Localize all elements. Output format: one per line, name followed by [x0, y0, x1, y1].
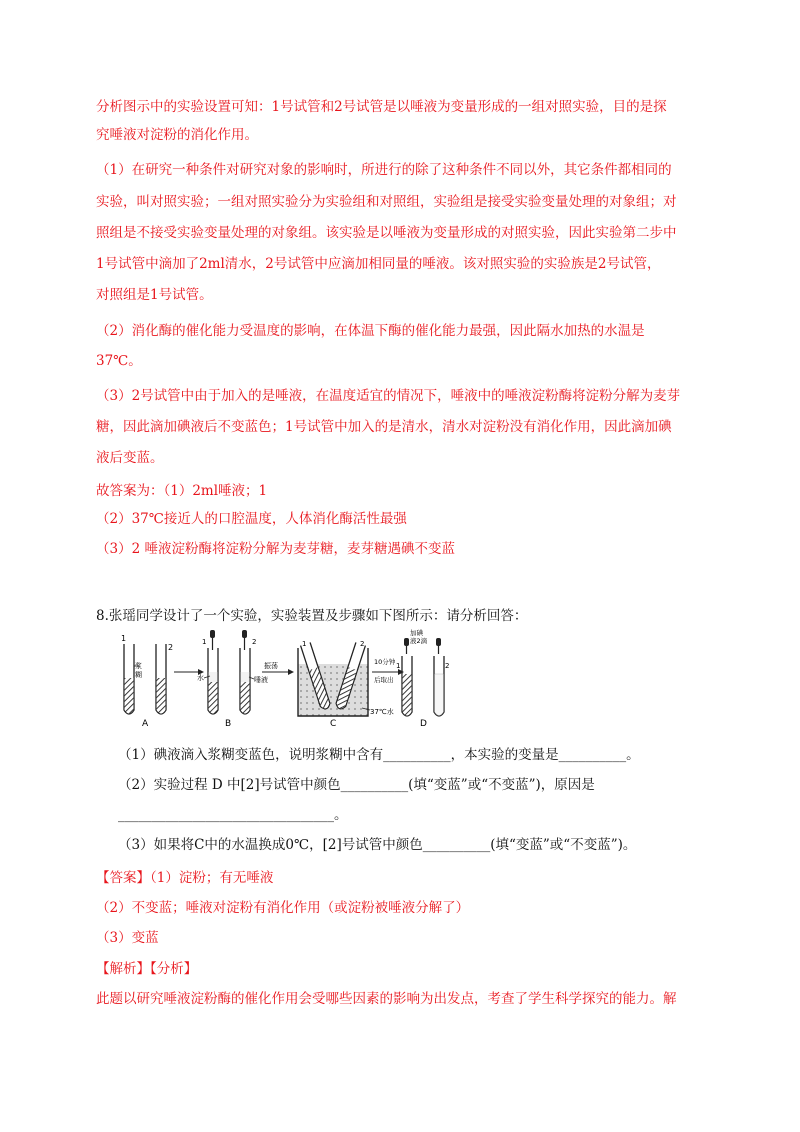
- explanation-header: 【解析】【分析】: [96, 961, 198, 977]
- saliva-label: 唾液: [254, 676, 268, 684]
- tube-number: 2: [252, 638, 257, 646]
- dropper-icon: [242, 630, 247, 650]
- figure-label-c: C: [330, 719, 337, 728]
- analysis-line: 分析图示中的实验设置可知：1号试管和2号试管是以唾液为变量形成的一组对照实验，目的是探: [96, 99, 667, 115]
- tube-number: 2: [168, 643, 174, 652]
- take-out-label: 后取出: [374, 676, 394, 684]
- analysis-line: 对照组是1号试管。: [96, 287, 213, 303]
- analysis-line: 照组是不接受实验变量处理的对象组。该实验是以唾液为变量形成的对照实验，因此实验第二步中: [96, 225, 677, 241]
- figure-label-a: A: [142, 719, 149, 728]
- analysis-line: 37℃。: [96, 353, 142, 369]
- figure-label-b: B: [225, 719, 232, 728]
- paste-label: 浆: [135, 662, 142, 670]
- tube-group-b: [197, 630, 268, 728]
- analysis-line: 实验，叫对照实验；一组对照实验分为实验组和对照组，实验组是接受实验变量处理的对象组；对: [96, 194, 677, 210]
- iodine-label: 加碘: [410, 629, 423, 637]
- answer-line: （2）不变蓝；唾液对淀粉有消化作用（或淀粉被唾液分解了）: [96, 900, 470, 916]
- paste-label: 糊: [135, 671, 142, 679]
- question-item-2-blank: ________________________________。: [118, 807, 348, 823]
- tube-group-d: [396, 628, 449, 728]
- figure-label-d: D: [420, 719, 427, 728]
- time-label: 10分钟: [374, 658, 396, 666]
- analysis-line: （3）2号试管中由于加入的是唾液，在温度适宜的情况下，唾液中的唾液淀粉酶将淀粉分解为麦芽: [96, 388, 681, 404]
- water-bath-beaker: [298, 640, 394, 728]
- question-stem: 8.张瑶同学设计了一个实验，实验装置及步骤如下图所示：请分析回答：: [96, 608, 528, 624]
- answer-line: 【答案】（1）淀粉；有无唾液: [96, 870, 274, 886]
- tube-number: 2: [360, 640, 365, 648]
- analysis-line: （1）在研究一种条件对研究对象的影响时，所进行的除了这种条件不同以外，其它条件都相同的: [96, 162, 672, 178]
- shake-label: 振荡: [264, 662, 278, 670]
- dropper-icon: [210, 630, 215, 650]
- water-label: 水: [197, 674, 204, 682]
- temperature-label: 37℃水: [370, 708, 394, 716]
- tube-group-a: [121, 634, 173, 728]
- question-item-3: （3）如果将C中的水温换成0℃，[2]号试管中颜色__________(填“变蓝”或“不变蓝”)。: [118, 837, 637, 853]
- iodine-label: 液2滴: [410, 637, 428, 645]
- tube-number: 1: [396, 662, 401, 670]
- dropper-icon: [436, 638, 441, 654]
- experiment-figure: [118, 628, 450, 728]
- answer-line: （3）变蓝: [96, 930, 159, 946]
- tube-number: 1: [121, 634, 127, 643]
- tube-number: 2: [445, 662, 450, 670]
- dropper-icon: [404, 638, 409, 654]
- analysis-line: 糖，因此滴加碘液后不变蓝色；1号试管中加入的是清水，清水对淀粉没有消化作用，因此滴加碘: [96, 419, 672, 435]
- analysis-line: （2）消化酶的催化能力受温度的影响，在体温下酶的催化能力最强，因此隔水加热的水温是: [96, 323, 645, 339]
- tube-number: 1: [202, 638, 207, 646]
- analysis-line: 究唾液对淀粉的消化作用。: [96, 127, 258, 143]
- tube-number: 1: [302, 640, 307, 648]
- analysis-line: 液后变蓝。: [96, 450, 164, 466]
- question-item-2: （2）实验过程 D 中[2]号试管中颜色__________(填“变蓝”或“不变蓝”)，原因是: [118, 777, 595, 793]
- answer-summary-line: 故答案为：（1）2ml唾液；1: [96, 483, 268, 499]
- explanation-line: 此题以研究唾液淀粉酶的催化作用会受哪些因素的影响为出发点，考查了学生科学探究的能力。解: [96, 991, 677, 1007]
- answer-summary-line: （2）37℃接近人的口腔温度，人体消化酶活性最强: [96, 511, 407, 527]
- analysis-line: 1号试管中滴加了2ml清水，2号试管中应滴加相同量的唾液。该对照实验的实验族是2号试管，: [96, 256, 661, 272]
- question-item-1: （1）碘液滴入浆糊变蓝色，说明浆糊中含有__________，本实验的变量是__________。: [118, 747, 640, 763]
- answer-summary-line: （3）2 唾液淀粉酶将淀粉分解为麦芽糖，麦芽糖遇碘不变蓝: [96, 541, 455, 557]
